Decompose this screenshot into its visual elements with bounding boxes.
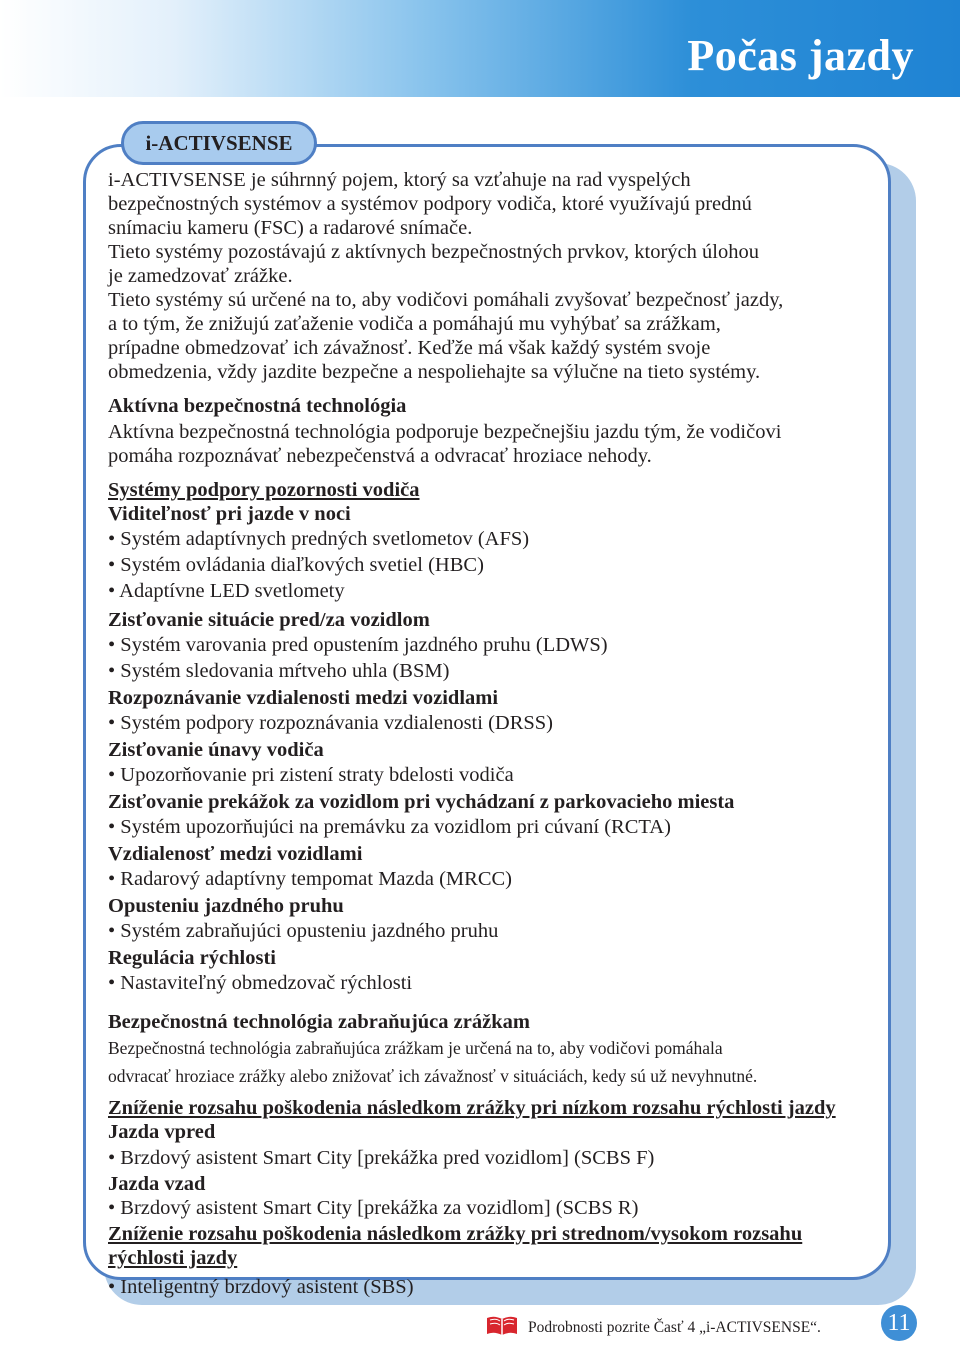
group-title-night-visibility: Viditeľnosť pri jazde v noci (108, 503, 351, 525)
driver-attention-subheading: Systémy podpory pozornosti vodiča (108, 479, 420, 501)
page-number: 11 (881, 1305, 917, 1341)
active-safety-text: pomáha rozpoznávať nebezpečenstvá a odvracať hroziace nehody. (108, 445, 652, 467)
book-icon (485, 1313, 519, 1337)
group-title-following-distance: Vzdialenosť medzi vozidlami (108, 843, 363, 865)
list-item: • Adaptívne LED svetlomety (108, 580, 345, 602)
group-title-distance-recognition: Rozpoznávanie vzdialenosti medzi vozidlami (108, 687, 499, 709)
page-title: Počas jazdy (687, 31, 914, 80)
list-item: • Systém ovládania diaľkových svetiel (HBC) (108, 554, 484, 576)
intro-line: bezpečnostných systémov a systémov podpory vodiča, ktoré využívajú prednú (108, 193, 752, 215)
page-header-band (0, 0, 960, 97)
active-safety-heading: Aktívna bezpečnostná technológia (108, 395, 407, 417)
intro-line: je zamedzovať zrážke. (108, 265, 293, 287)
intro-line: snímaciu kameru (FSC) a radarové snímače. (108, 217, 473, 239)
list-item: • Systém adaptívnych predných svetlometov (AFS) (108, 528, 530, 550)
list-item: • Brzdový asistent Smart City [prekážka pred vozidlom] (SCBS F) (108, 1147, 655, 1169)
group-title-fatigue: Zisťovanie únavy vodiča (108, 739, 324, 761)
reverse-title: Jazda vzad (108, 1173, 206, 1195)
active-safety-text: Aktívna bezpečnostná technológia podporuje bezpečnejšiu jazdu tým, že vodičovi (108, 421, 782, 443)
list-item: • Nastaviteľný obmedzovač rýchlosti (108, 972, 413, 994)
collision-safety-text: Bezpečnostná technológia zabraňujúca zrážkam je určená na to, aby vodičovi pomáhala (108, 1038, 723, 1058)
list-item: • Systém varovania pred opustením jazdného pruhu (LDWS) (108, 634, 608, 656)
collision-safety-heading: Bezpečnostná technológia zabraňujúca zrážkam (108, 1011, 530, 1033)
low-speed-subheading: Zníženie rozsahu poškodenia následkom zrážky pri nízkom rozsahu rýchlosti jazdy (108, 1097, 836, 1119)
intro-line: Tieto systémy sú určené na to, aby vodičovi pomáhali zvyšovať bezpečnosť jazdy, (108, 289, 784, 311)
collision-safety-text: odvracať hroziace zrážky alebo znižovať ich závažnosť v situáciách, kedy sú už nevyhnutné. (108, 1066, 758, 1086)
group-title-speed-regulation: Regulácia rýchlosti (108, 947, 276, 969)
forward-title: Jazda vpred (108, 1121, 216, 1143)
intro-line: obmedzenia, vždy jazdite bezpečne a nespoliehajte sa výlučne na tieto systémy. (108, 361, 761, 383)
intro-line: i-ACTIVSENSE je súhrnný pojem, ktorý sa vzťahuje na rad vyspelých (108, 169, 691, 191)
list-item: • Systém podpory rozpoznávania vzdialenosti (DRSS) (108, 712, 554, 734)
group-title-lane-departure: Opusteniu jazdného pruhu (108, 895, 344, 917)
list-item: • Inteligentný brzdový asistent (SBS) (108, 1276, 414, 1298)
list-item: • Radarový adaptívny tempomat Mazda (MRCC) (108, 868, 512, 890)
intro-line: Tieto systémy pozostávajú z aktívnych bezpečnostných prvkov, ktorých úlohou (108, 241, 759, 263)
list-item: • Systém zabraňujúci opusteniu jazdného pruhu (108, 920, 499, 942)
intro-line: prípadne obmedzovať ich závažnosť. Keďže má však každý systém svoje (108, 337, 711, 359)
high-speed-subheading: Zníženie rozsahu poškodenia následkom zrážky pri strednom/vysokom rozsahu (108, 1223, 803, 1245)
list-item: • Upozorňovanie pri zistení straty bdelosti vodiča (108, 764, 514, 786)
group-title-surroundings: Zisťovanie situácie pred/za vozidlom (108, 609, 430, 631)
high-speed-subheading: rýchlosti jazdy (108, 1247, 238, 1269)
intro-line: a to tým, že znižujú zaťaženie vodiča a pomáhajú mu vyhýbať sa zrážkam, (108, 313, 721, 335)
list-item: • Brzdový asistent Smart City [prekážka za vozidlom] (SCBS R) (108, 1197, 639, 1219)
intro-paragraph (108, 168, 890, 384)
group-title-rear-obstacles: Zisťovanie prekážok za vozidlom pri vychádzaní z parkovacieho miesta (108, 791, 735, 813)
footer-reference-note: Podrobnosti pozrite Časť 4 „i-ACTIVSENSE“. (528, 1319, 821, 1336)
content-body (108, 168, 890, 1300)
section-tab-label: i-ACTIVSENSE (121, 121, 317, 165)
list-item: • Systém sledovania mŕtveho uhla (BSM) (108, 660, 450, 682)
list-item: • Systém upozorňujúci na premávku za vozidlom pri cúvaní (RCTA) (108, 816, 671, 838)
